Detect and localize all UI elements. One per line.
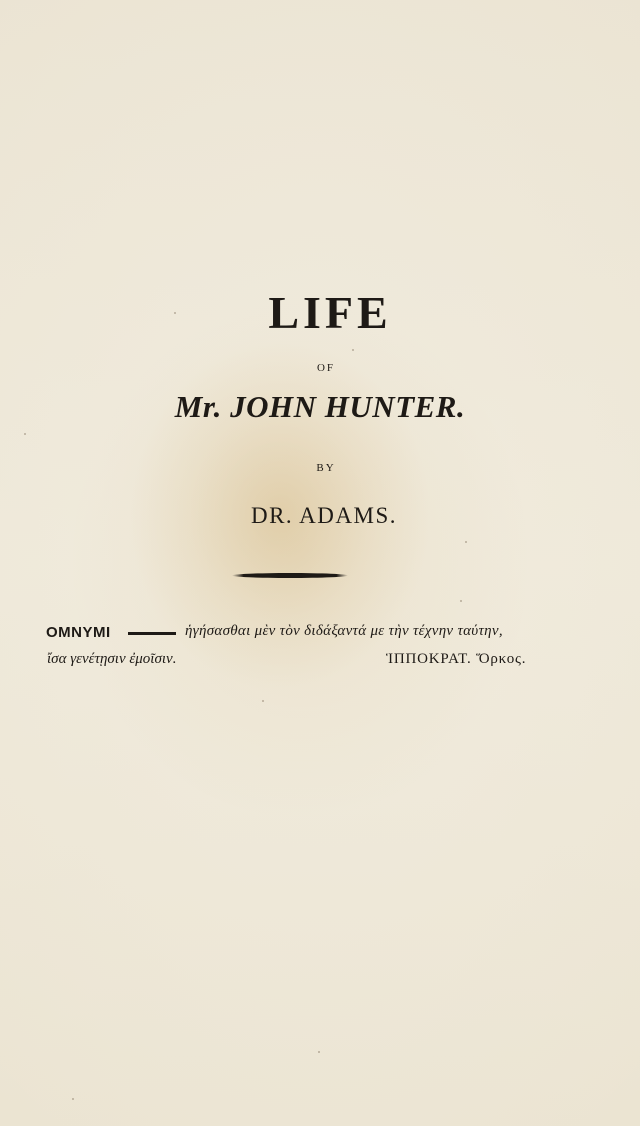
subject-name: Mr. JOHN HUNTER. xyxy=(174,389,466,424)
epigraph-line-1: ἡγήσασθαι μὲν τὸν διδάξαντά με τὴν τέχνην ταύτην, xyxy=(185,623,503,639)
paper-speck xyxy=(24,433,26,435)
book-title: LIFE xyxy=(268,287,392,338)
paper-speck xyxy=(460,600,462,602)
by-connector: BY xyxy=(316,462,336,474)
paper-speck xyxy=(72,1098,74,1100)
epigraph-dash xyxy=(128,632,176,635)
epigraph-label: OMNYMI xyxy=(46,624,111,641)
decorative-rule xyxy=(232,573,348,578)
paper-speck xyxy=(465,541,467,543)
paper-speck xyxy=(262,700,264,702)
epigraph-line-2: ἴσα γενέτῃσιν ἐμοῖσιν. xyxy=(47,651,177,667)
of-connector: OF xyxy=(316,362,336,374)
paper-speck xyxy=(174,312,176,314)
paper-speck xyxy=(352,349,354,351)
author-name: DR. ADAMS. xyxy=(250,503,397,528)
epigraph-attribution: ἹΠΠΟΚΡΑΤ. Ὅρκος. xyxy=(386,651,527,667)
paper-speck xyxy=(318,1051,320,1053)
